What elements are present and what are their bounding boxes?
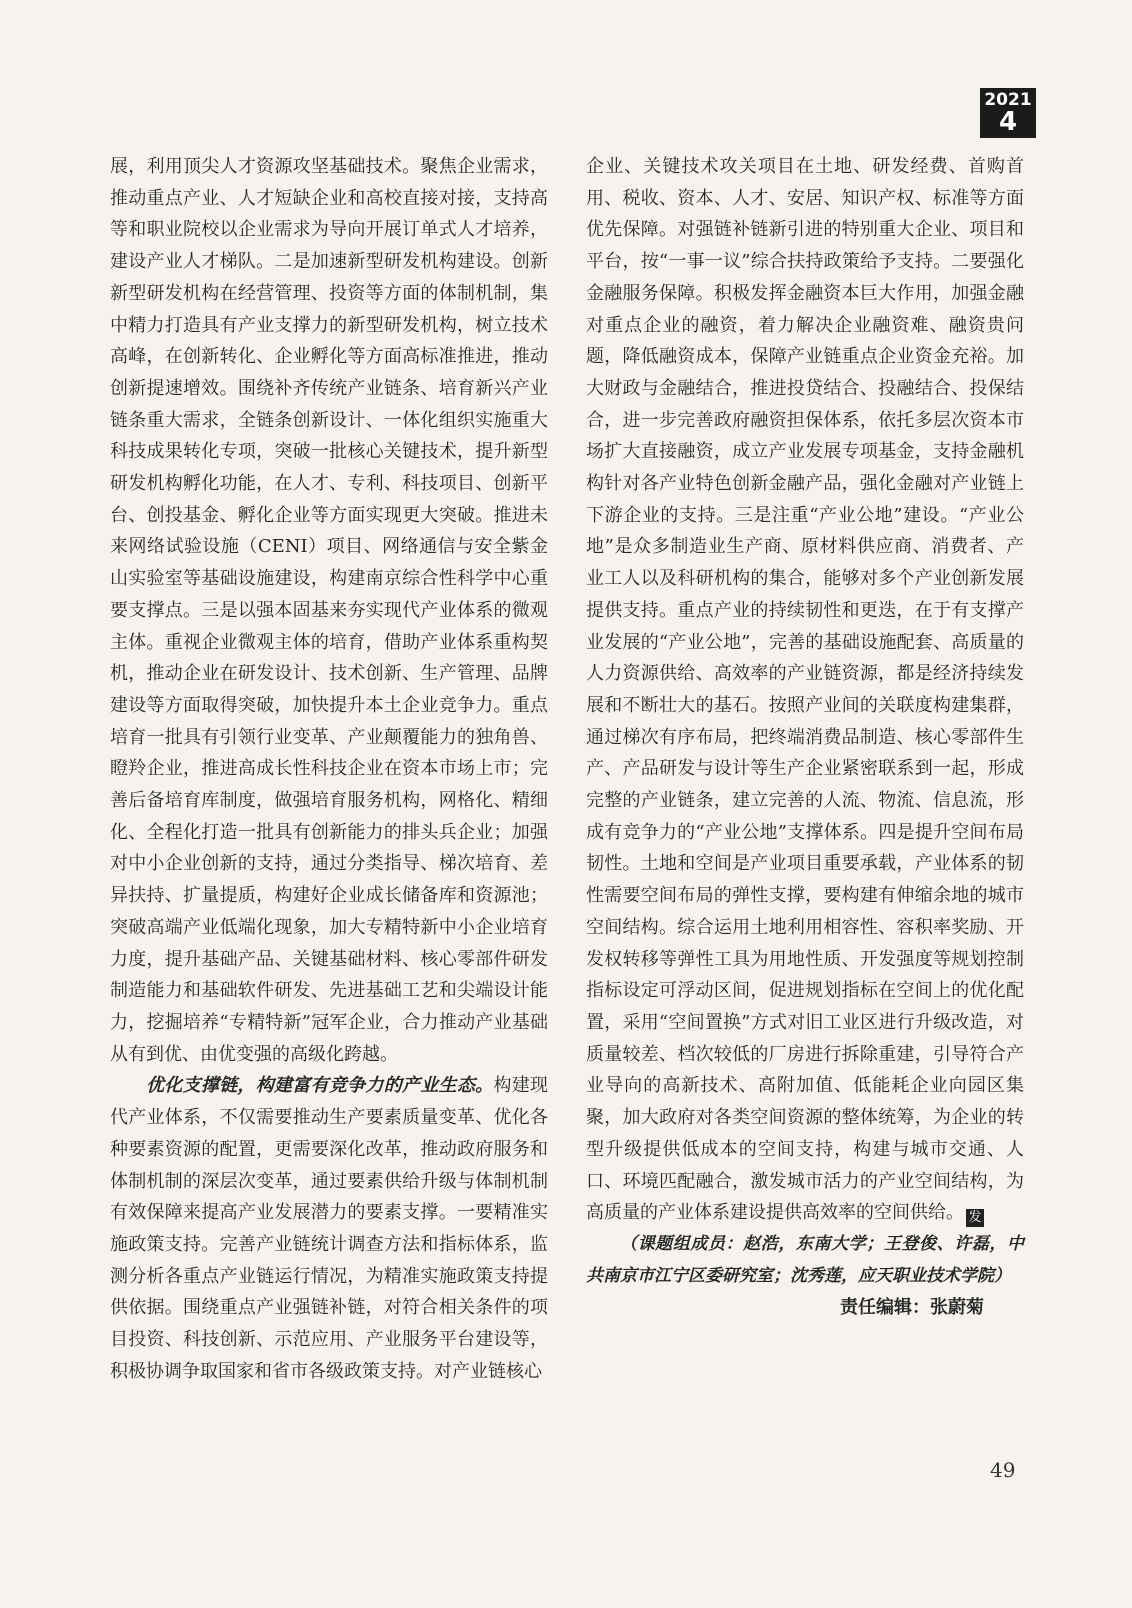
- left-paragraph-2: [110, 1070, 548, 1387]
- research-team-credits: （课题组成员：赵浩，东南大学；王登俊、许磊，中共南京市江宁区委研究室；沈秀莲，应天职业技术学院）: [586, 1233, 1024, 1286]
- issue-number: 4: [998, 106, 1018, 137]
- right-paragraph-1: [586, 151, 1024, 1229]
- left-paragraph-1: 展，利用顶尖人才资源攻坚基础技术。聚焦企业需求，推动重点产业、人才短缺企业和高校直接对接，支持高等和职业院校以企业需求为导向开展订单式人才培养，建设产业人才梯队。二是加速新型研发机构建设。创新新型研发机构在经营管理、投资等方面的体制机制，集中精力打造具有产业支撑力的新型研发机构，树立技术高峰，在创新转化、企业孵化等方面高标准推进，推动创新提速增效。围绕补齐传统产业链条、培育新兴产业链条重大需求，全链条创新设计、一体化组织实施重大科技成果转化专项，突破一批核心关键技术，提升新型研发机构孵化功能，在人才、专利、科技项目、创新平台、创投基金、孵化企业等方面实现更大突破。推进未来网络试验设施（CENI）项目、网络通信与安全紫金山实验室等基础设施建设，构建南京综合性科学中心重要支撑点。三是以强本固基来夯实现代产业体系的微观主体。重视企业微观主体的培育，借助产业体系重构契机，推动企业在研发设计、技术创新、生产管理、品牌建设等方面取得突破，加快提升本土企业竞争力。重点培育一批具有引领行业变革、产业颠覆能力的独角兽、瞪羚企业，推进高成长性科技企业在资本市场上市；完善后备培育库制度，做强培育服务机构，网格化、精细化、全程化打造一批具有创新能力的排头兵企业；加强对中小企业创新的支持，通过分类指导、梯次培育、差异扶持、扩量提质，构建好企业成长储备库和资源池；突破高端产业低端化现象，加大专精特新中小企业培育力度，提升基础产品、关键基础材料、核心零部件研发制造能力和基础软件研发、先进基础工艺和尖端设计能力，挖掘培养“专精特新”冠军企业，合力推动产业基础从有到优、由优变强的高级化跨越。: [110, 156, 548, 1065]
- page-number: 49: [990, 1458, 1016, 1482]
- issue-badge: [980, 88, 1036, 138]
- left-paragraph-2-body: 构建现代产业体系，不仅需要推动生产要素质量变革、优化各种要素资源的配置，更需要深化改革，推动政府服务和体制机制的深层次变革，通过要素供给升级与体制机制有效保障来提高产业发展潜力的要素支撑。一要精准实施政策支持。完善产业链统计调查方法和指标体系，监测分析各重点产业链运行情况，为精准实施政策支持提供依据。围绕重点产业强链补链，对符合相关条件的项目投资、科技创新、示范应用、产业服务平台建设等，积极协调争取国家和省市各级政策支持。对产业链核心: [110, 1075, 549, 1382]
- issue-year: 2021: [984, 89, 1032, 110]
- left-column: [110, 151, 548, 1387]
- right-paragraph-1-text: 企业、关键技术攻关项目在土地、研发经费、首购首用、税收、资本、人才、安居、知识产权、标准等方面优先保障。对强链补链新引进的特别重大企业、项目和平台，按“一事一议”综合扶持政策给予支持。二要强化金融服务保障。积极发挥金融资本巨大作用，加强金融对重点企业的融资，着力解决企业融资难、融资贵问题，降低融资成本，保障产业链重点企业资金充裕。加大财政与金融结合，推进投贷结合、投融结合、投保结合，进一步完善政府融资担保体系，依托多层次资本市场扩大直接融资，成立产业发展专项基金，支持金融机构针对各产业特色创新金融产品，强化金融对产业链上下游企业的支持。三是注重“产业公地”建设。“产业公地”是众多制造业生产商、原材料供应商、消费者、产业工人以及科研机构的集合，能够对多个产业创新发展提供支持。重点产业的持续韧性和更迭，在于有支撑产业发展的“产业公地”，完善的基础设施配套、高质量的人力资源供给、高效率的产业链资源，都是经济持续发展和不断壮大的基石。按照产业间的关联度构建集群，通过梯次有序布局，把终端消费品制造、核心零部件生产、产品研发与设计等生产企业紧密联系到一起，形成完整的产业链条，建立完善的人流、物流、信息流，形成有竞争力的“产业公地”支撑体系。四是提升空间布局韧性。土地和空间是产业项目重要承载，产业体系的韧性需要空间布局的弹性支撑，要构建有伸缩余地的城市空间结构。综合运用土地利用相容性、容积率奖励、开发权转移等弹性工具为用地性质、开发强度等规划控制指标设定可浮动区间，促进规划指标在空间上的优化配置，采用“空间置换”方式对旧工业区进行升级改造，对质量较差、档次较低的厂房进行拆除重建，引导符合产业导向的高新技术、高附加值、低能耗企业向园区集聚，加大政府对各类空间资源的整体统筹，为企业的转型升级提供低成本的空间支持，构建与城市交通、人口、环境匹配融合，激发城市活力的产业空间结构，为高质量的产业体系建设提供高效率的空间供给。: [586, 156, 1024, 1224]
- right-column: [586, 151, 1024, 1324]
- end-mark-icon: 发: [966, 1209, 984, 1227]
- responsible-editor: 责任编辑：张蔚菊: [840, 1297, 984, 1319]
- paragraph-lead-heading: 优化支撑链，构建富有竞争力的产业生态。: [146, 1075, 494, 1097]
